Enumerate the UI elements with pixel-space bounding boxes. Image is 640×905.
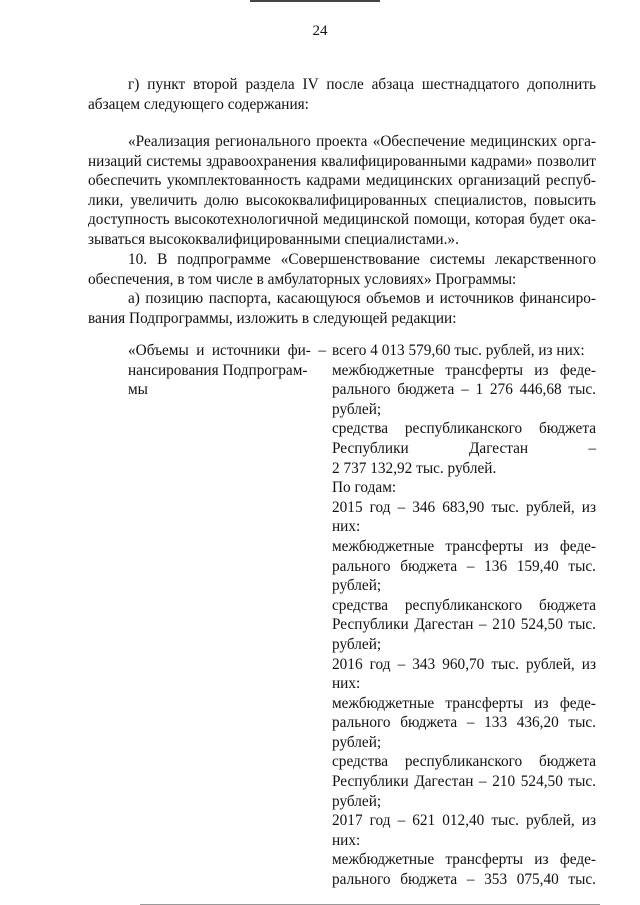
text-line: обеспечить укомплектованность кадрами медицинских организаций респуб- xyxy=(88,172,596,190)
text-line: г) пункт второй раздела IV после абзаца шестнадцатого дополнить xyxy=(128,76,596,93)
text-line: обеспечения, в том числе в амбулаторных условиях» Программы: xyxy=(88,270,517,288)
page-number: 24 xyxy=(312,23,328,39)
table-value-line: 2017 год – 621 012,40 тыс. рублей, из xyxy=(332,812,596,830)
table-value-line: средства республиканского бюджета xyxy=(332,420,596,438)
table-value-line: По годам: xyxy=(332,479,397,497)
table-value-line: них: xyxy=(332,518,361,536)
table-value-line: Республики Дагестан – 210 524,50 тыс. xyxy=(332,616,596,634)
text-line: зываться высококвалифицированными специалистами.». xyxy=(88,230,459,248)
table-value-line: 2015 год – 346 683,90 тыс. рублей, из xyxy=(332,498,596,516)
table-value-line: всего 4 013 579,60 тыс. рублей, из них: xyxy=(332,342,585,359)
text-line: а) позицию паспорта, касающуюся объемов и источников финансиро- xyxy=(128,290,596,307)
table-value-line: Республики Дагестан – 210 524,50 тыс. xyxy=(332,773,596,791)
table-value-line: средства республиканского бюджета xyxy=(332,753,596,771)
table-value-line: межбюджетные трансферты из феде- xyxy=(332,851,596,869)
table-value-line: 2 737 132,92 тыс. рублей. xyxy=(332,459,497,477)
paragraph-quote-regional-project xyxy=(88,132,596,250)
table-value-line: 2016 год – 343 960,70 тыс. рублей, из xyxy=(332,655,596,673)
text-line: доступность высокотехнологичной медицинской помощи, которая будет ока- xyxy=(88,211,596,229)
scan-edge-mark xyxy=(250,0,380,2)
table-value-line: рублей; xyxy=(332,635,382,653)
table-value-line: средства республиканского бюджета xyxy=(332,596,596,614)
table-value-line: рублей; xyxy=(332,733,382,751)
table-value-line: Республики Дагестан – xyxy=(332,439,596,457)
table-value-line: рального бюджета – 353 075,40 тыс. xyxy=(332,871,596,889)
table-label-line: нансирования Подпрограм- xyxy=(128,361,308,379)
table-value-line: рального бюджета – 1 276 446,68 тыс. xyxy=(332,381,596,399)
table-value-line: рального бюджета – 133 436,20 тыс. xyxy=(332,714,596,732)
text-line: абзацем следующего содержания: xyxy=(88,95,309,113)
table-value-line: рального бюджета – 136 159,40 тыс. xyxy=(332,557,596,575)
table-value-line: рублей; xyxy=(332,792,382,810)
table-label-line: «Объемы и источники фи- – xyxy=(128,342,326,359)
text-line: 10. В подпрограмме «Совершенствование системы лекарственного xyxy=(128,251,596,268)
paragraph-item-10 xyxy=(88,250,596,289)
table-value-line: них: xyxy=(332,675,361,693)
text-line: низаций системы здравоохранения квалифицированными кадрами» позволит xyxy=(88,152,596,170)
paragraph-item-a xyxy=(88,289,596,328)
table-label-line: мы xyxy=(128,381,148,399)
table-value-line: рублей; xyxy=(332,577,382,595)
table-value-line: межбюджетные трансферты из феде- xyxy=(332,537,596,555)
text-line: вания Подпрограммы, изложить в следующей редакции: xyxy=(88,309,457,327)
paragraph-item-g xyxy=(88,75,596,114)
passport-table-value-cell xyxy=(332,341,596,890)
passport-table-label-cell xyxy=(128,341,326,400)
table-value-line: межбюджетные трансферты из феде- xyxy=(332,694,596,712)
table-value-line: межбюджетные трансферты из феде- xyxy=(332,361,596,379)
text-line: лики, увеличить долю высококвалифицированных специалистов, повысить xyxy=(88,191,596,209)
text-line: «Реализация регионального проекта «Обеспечение медицинских орга- xyxy=(128,133,596,150)
table-value-line: них: xyxy=(332,831,361,849)
table-value-line: рублей; xyxy=(332,400,382,418)
